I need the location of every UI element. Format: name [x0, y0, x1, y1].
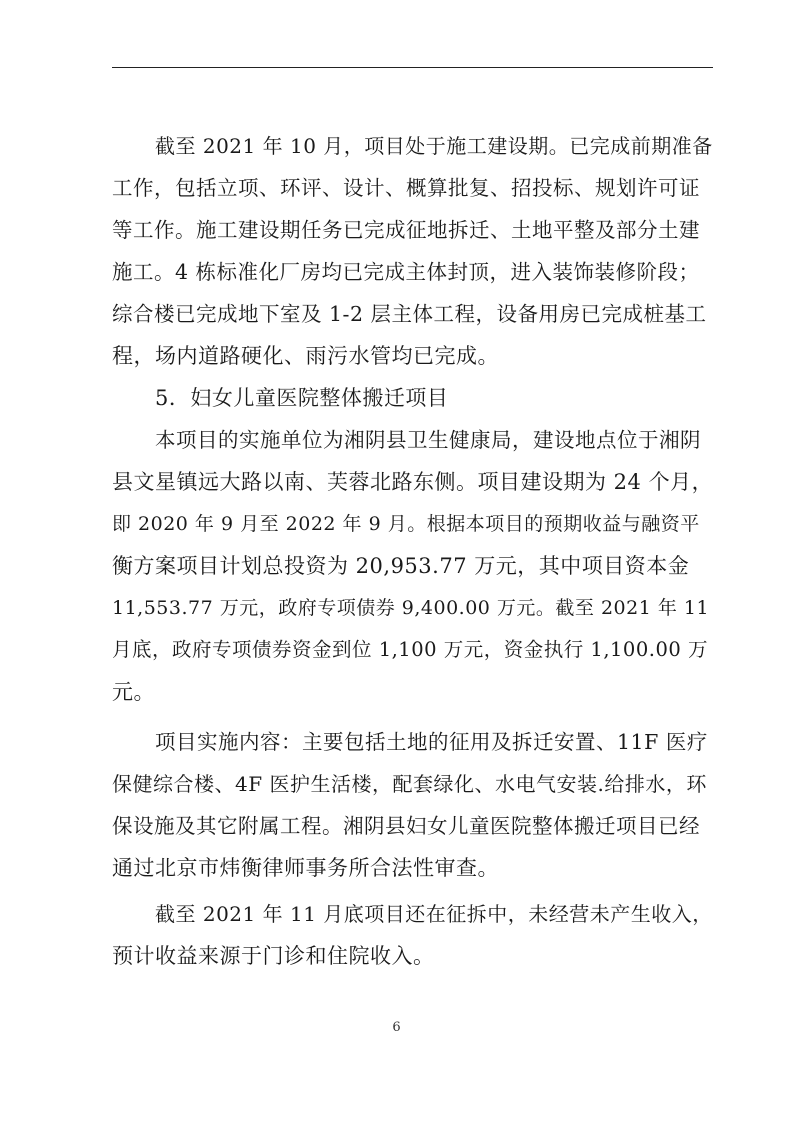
paragraph-4-line-1: 截至 2021 年 11 月底项目还在征拆中，未经营未产生收入，: [155, 902, 713, 926]
paragraph-1-line-2: 工作，包括立项、环评、设计、概算批复、招投标、规划许可证: [112, 176, 700, 200]
paragraph-1-line-4: 施工。4 栋标准化厂房均已完成主体封顶，进入装饰装修阶段；: [112, 260, 700, 284]
paragraph-2-line-1: 本项目的实施单位为湘阴县卫生健康局，建设地点位于湘阴: [155, 428, 701, 452]
paragraph-3-line-2: 保健综合楼、4F 医护生活楼，配套绿化、水电气安装.给排水，环: [112, 772, 707, 796]
paragraph-2-line-5: 11,553.77 万元，政府专项债券 9,400.00 万元。截至 2021 年 11: [112, 597, 710, 619]
paragraph-3-line-3: 保设施及其它附属工程。湘阴县妇女儿童医院整体搬迁项目已经: [112, 814, 700, 838]
paragraph-1-line-5: 综合楼已完成地下室及 1-2 层主体工程，设备用房已完成桩基工: [112, 302, 707, 326]
paragraph-2-line-6: 月底，政府专项债券资金到位 1,100 万元，资金执行 1,100.00 万: [112, 638, 708, 661]
paragraph-2-line-7: 元。: [112, 680, 155, 704]
paragraph-1-line-6: 程，场内道路硬化、雨污水管均已完成。: [112, 344, 499, 368]
page-number: 6: [392, 1020, 401, 1035]
paragraph-3-line-4: 通过北京市炜衡律师事务所合法性审查。: [112, 856, 499, 880]
paragraph-2-line-3: 即 2020 年 9 月至 2022 年 9 月。根据本项目的预期收益与融资平: [112, 513, 700, 535]
paragraph-1-line-1: 截至 2021 年 10 月，项目处于施工建设期。已完成前期准备: [155, 134, 713, 158]
header-rule: [112, 67, 713, 68]
paragraph-2-line-2: 县文星镇远大路以南、芙蓉北路东侧。项目建设期为 24 个月，: [112, 470, 714, 494]
paragraph-4-line-2: 预计收益来源于门诊和住院收入。: [112, 944, 435, 968]
paragraph-2-line-4: 衡方案项目计划总投资为 20,953.77 万元，其中项目资本金: [112, 554, 690, 578]
section-heading: 5．妇女儿童医院整体搬迁项目: [155, 386, 449, 410]
paragraph-1-line-3: 等工作。施工建设期任务已完成征地拆迁、土地平整及部分土建: [112, 218, 700, 242]
paragraph-3-line-1: 项目实施内容：主要包括土地的征用及拆迁安置、11F 医疗: [155, 730, 708, 754]
